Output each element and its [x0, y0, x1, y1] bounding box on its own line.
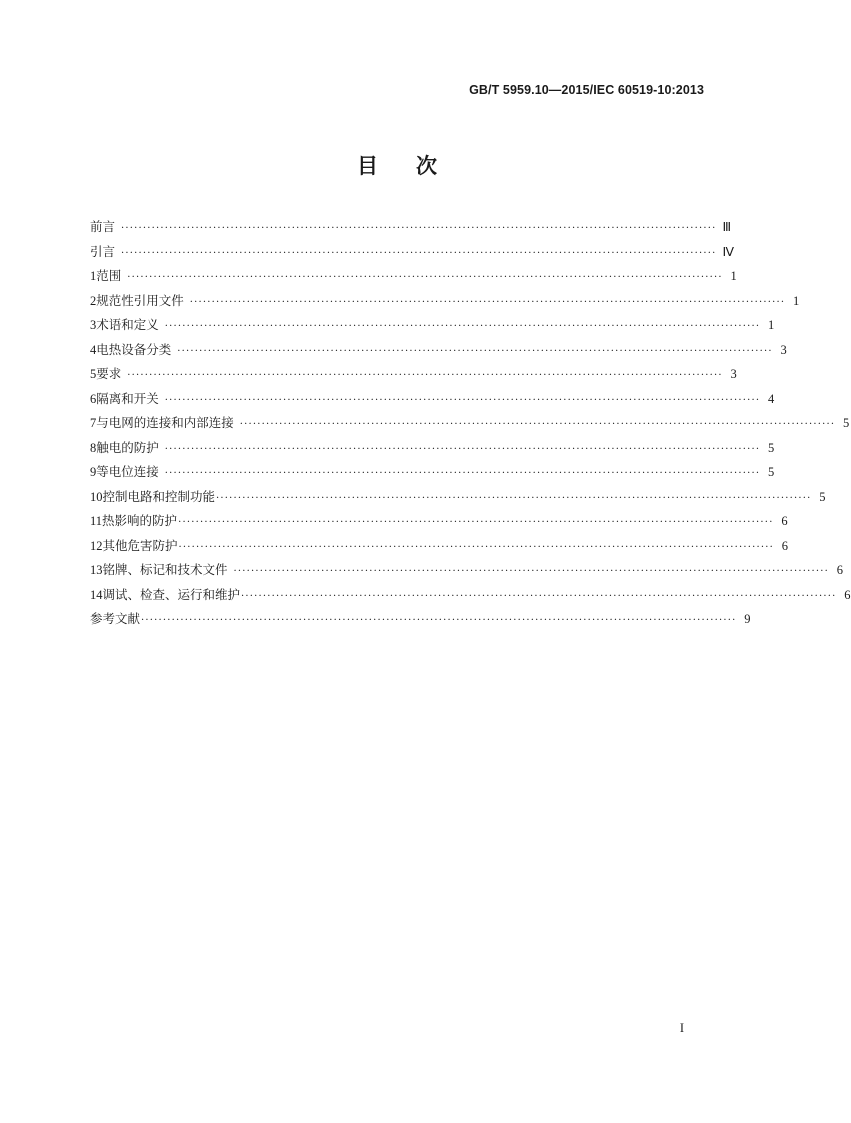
toc-entry-label: 术语和定义	[96, 317, 159, 332]
toc-entry-page: Ⅳ	[722, 244, 735, 259]
toc-entry-introduction[interactable]	[90, 240, 735, 265]
toc-entry-page: 6	[836, 563, 844, 577]
toc-entry-label: 触电的防护	[96, 439, 159, 455]
toc-entry-number: 5	[90, 367, 97, 381]
toc-dot-leader: ········································································································································	[177, 345, 773, 357]
toc-entry-foreword[interactable]	[90, 215, 732, 240]
toc-entry-label: 铭牌、标记和技术文件	[102, 562, 228, 577]
toc-dot-leader: ········································································································································	[141, 615, 737, 626]
toc-dot-leader: ········································································································································	[121, 223, 717, 234]
toc-entry-label: 调试、检查、运行和维护	[102, 586, 241, 602]
toc-dot-leader: ········································································································································	[178, 517, 774, 528]
toc-entry-label: 范围	[96, 268, 122, 283]
toc-entry-number: 4	[90, 342, 97, 357]
toc-entry-2[interactable]	[90, 289, 800, 314]
toc-entry-number: 14	[90, 587, 103, 602]
toc-entry-label: 与电网的连接和内部连接	[96, 415, 234, 430]
toc-entry-number: 2	[90, 293, 97, 308]
toc-entry-label: 控制电路和控制功能	[102, 488, 216, 504]
toc-dot-leader: ········································································································································	[216, 492, 812, 504]
toc-entry-page: 9	[744, 612, 751, 626]
toc-dot-leader: ········································································································································	[241, 590, 837, 602]
toc-entry-13[interactable]	[90, 558, 844, 583]
page-number: I	[679, 1021, 684, 1035]
toc-entry-4[interactable]	[90, 338, 787, 363]
toc-dot-leader: ········································································································································	[164, 443, 761, 455]
toc-entry-9[interactable]	[90, 460, 775, 485]
toc-entry-page: 1	[793, 293, 800, 308]
toc-entry-page: 5	[819, 489, 826, 504]
page-title-char-2: 次	[416, 154, 437, 178]
toc-dot-leader: ········································································································································	[178, 541, 775, 553]
toc-entry-page: Ⅲ	[722, 220, 732, 234]
standard-code: GB/T 5959.10—2015/IEC 60519-10:2013	[469, 83, 704, 97]
toc-entry-page: 3	[780, 342, 787, 357]
toc-entry-page: 4	[768, 391, 775, 406]
toc-entry-7[interactable]	[90, 411, 850, 436]
toc-entry-number: 12	[90, 538, 103, 553]
toc-entry-label: 其他危害防护	[102, 537, 178, 553]
toc-entry-number: 10	[90, 489, 103, 504]
toc-dot-leader: ········································································································································	[233, 566, 830, 577]
toc-entry-number: 6	[90, 391, 97, 406]
toc-entry-label: 参考文献	[90, 611, 141, 626]
toc-dot-leader: ········································································································································	[127, 370, 723, 381]
toc-entry-label: 隔离和开关	[96, 390, 159, 406]
toc-entry-3[interactable]	[90, 313, 775, 338]
toc-entry-label: 引言	[90, 243, 116, 259]
toc-entry-bibliography[interactable]	[90, 607, 751, 632]
toc-entry-10[interactable]	[90, 485, 826, 510]
toc-entry-page: 5	[768, 440, 775, 455]
toc-entry-label: 前言	[90, 219, 116, 234]
toc-entry-number: 3	[90, 318, 97, 332]
toc-dot-leader: ········································································································································	[164, 394, 761, 406]
page-title-char-1: 目	[357, 154, 378, 178]
toc-entry-number: 13	[90, 563, 103, 577]
toc-entry-number: 1	[90, 269, 97, 283]
toc-entry-6[interactable]	[90, 387, 775, 412]
toc-entry-page: 6	[781, 514, 788, 528]
toc-dot-leader: ········································································································································	[164, 321, 761, 332]
toc-entry-8[interactable]	[90, 436, 775, 461]
toc-entry-page: 1	[730, 269, 737, 283]
toc-entry-number: 8	[90, 440, 97, 455]
toc-entry-label: 规范性引用文件	[96, 292, 184, 308]
toc-entry-page: 1	[768, 318, 775, 332]
toc-dot-leader: ········································································································································	[127, 272, 723, 283]
toc-dot-leader: ········································································································································	[164, 468, 761, 479]
toc-entry-page: 6	[844, 587, 851, 602]
toc-entry-1[interactable]	[90, 264, 737, 289]
table-of-contents	[90, 215, 851, 632]
toc-dot-leader: ········································································································································	[121, 247, 717, 259]
toc-entry-page: 6	[781, 538, 789, 553]
toc-entry-label: 等电位连接	[96, 464, 159, 479]
toc-entry-label: 电热设备分类	[96, 341, 172, 357]
toc-entry-page: 5	[768, 465, 775, 479]
toc-entry-number: 11	[90, 514, 103, 528]
toc-entry-page: 5	[843, 416, 850, 430]
toc-dot-leader: ········································································································································	[239, 419, 836, 430]
toc-dot-leader: ········································································································································	[189, 296, 786, 308]
toc-entry-14[interactable]	[90, 583, 851, 608]
toc-entry-11[interactable]	[90, 509, 788, 534]
toc-entry-12[interactable]	[90, 534, 789, 559]
toc-entry-page: 3	[730, 367, 737, 381]
toc-entry-number: 9	[90, 465, 97, 479]
page-title	[0, 150, 794, 180]
toc-entry-label: 要求	[96, 366, 122, 381]
toc-entry-5[interactable]	[90, 362, 737, 387]
toc-entry-label: 热影响的防护	[102, 513, 178, 528]
toc-entry-number: 7	[90, 416, 97, 430]
